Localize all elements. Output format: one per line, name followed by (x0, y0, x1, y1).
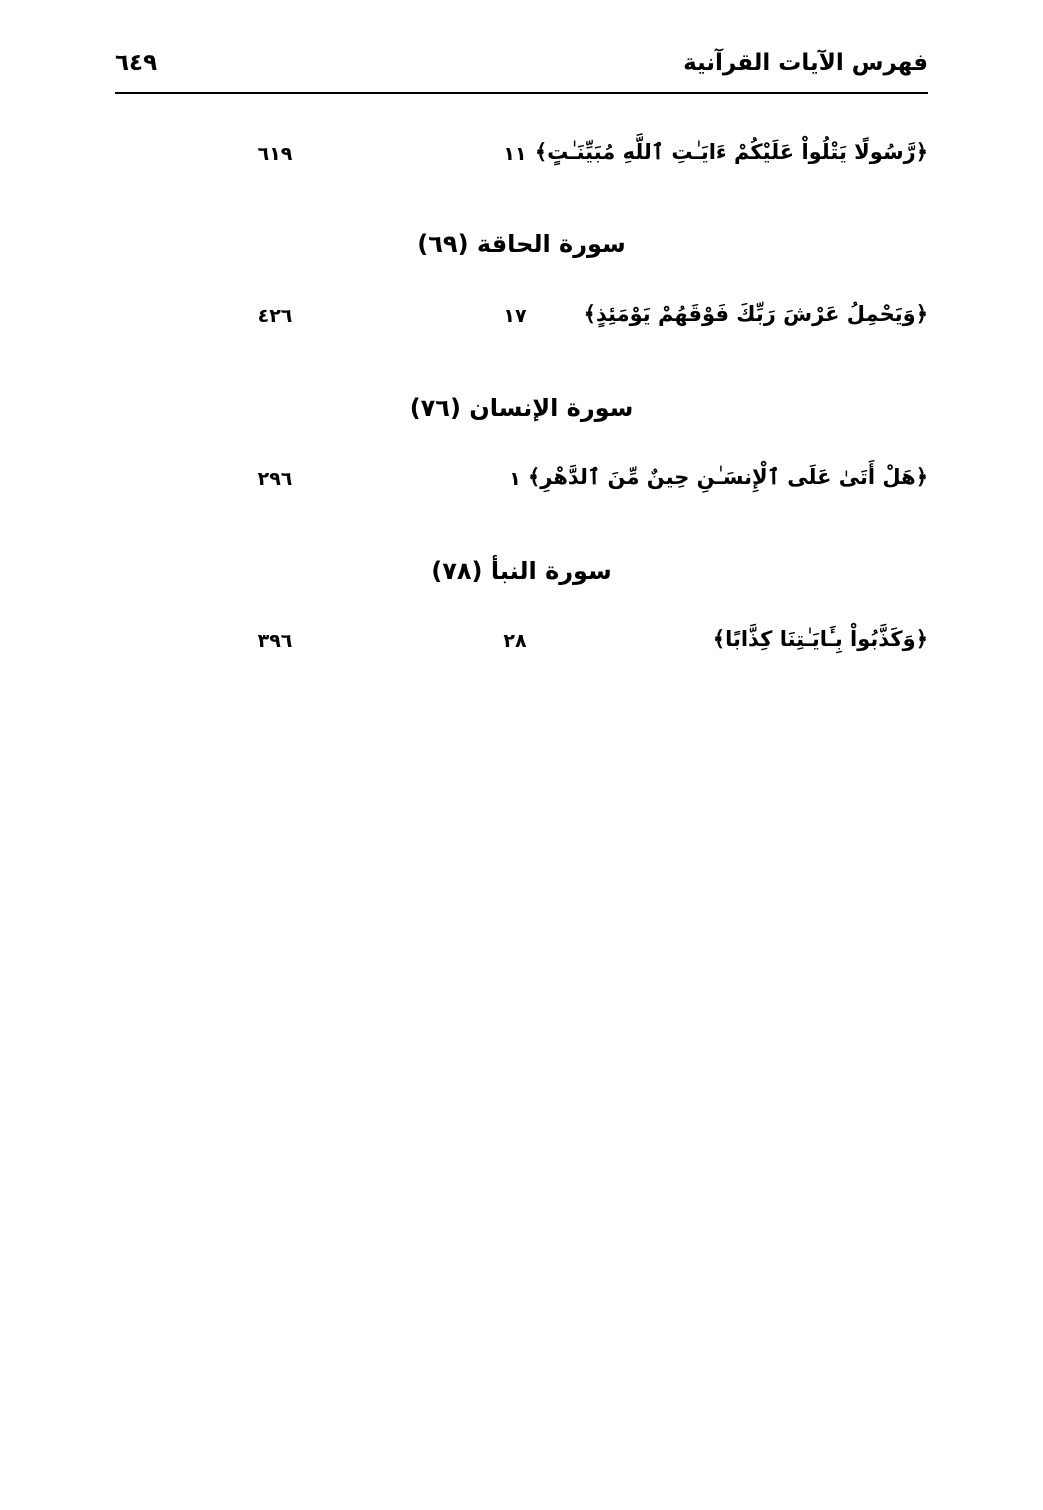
verse-text: ﴿رَّسُولًا يَتْلُواْ عَلَيْكُمْ ءَايَـٰتِ ٱللَّهِ مُبَيِّنَـٰتٍ﴾ (534, 140, 928, 164)
verse-text: ﴿وَكَذَّبُواْ بِـَٔايَـٰتِنَا كِذَّابًا﴾ (712, 627, 928, 651)
page-reference: ٣٩٦ (257, 630, 293, 652)
page-header (115, 40, 928, 94)
ayah-number: ١١ (503, 143, 527, 165)
ayah-number: ١ (509, 468, 521, 490)
surah-heading: سورة النبأ (٧٨) (431, 557, 612, 585)
page-reference: ٤٢٦ (257, 305, 293, 327)
surah-heading: سورة الإنسان (٧٦) (409, 394, 634, 422)
verse-entry (115, 302, 928, 338)
verse-entry (115, 140, 928, 176)
ayah-number: ١٧ (503, 305, 527, 327)
verse-entry (115, 627, 928, 663)
page-reference: ٢٩٦ (257, 468, 293, 490)
verse-text: ﴿هَلْ أَتَىٰ عَلَى ٱلْإِنسَـٰنِ حِينٌ مِّنَ ٱلدَّهْرِ﴾ (528, 465, 928, 489)
verse-entry (115, 465, 928, 501)
verse-text: ﴿وَيَحْمِلُ عَرْشَ رَبِّكَ فَوْقَهُمْ يَوْمَئِذٍ﴾ (583, 302, 928, 326)
page-number: ٦٤٩ (115, 50, 158, 76)
surah-heading: سورة الحاقة (٦٩) (417, 230, 626, 258)
page-reference: ٦١٩ (257, 143, 293, 165)
header-title: فهرس الآيات القرآنية (683, 50, 928, 76)
ayah-number: ٢٨ (503, 630, 527, 652)
